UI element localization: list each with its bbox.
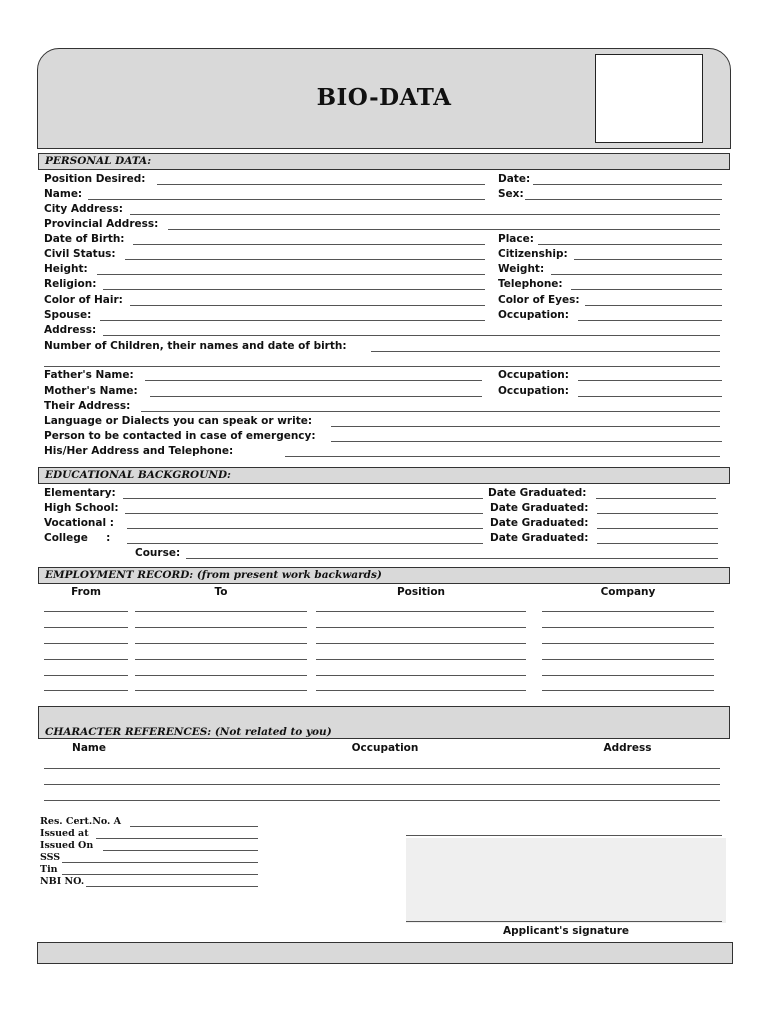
field-city-address[interactable] [130, 214, 720, 215]
employment-row-1-from[interactable] [44, 611, 128, 612]
references-col-name: Name [72, 742, 106, 754]
label-city-address: City Address: [44, 203, 123, 215]
label-high-school: High School: [44, 502, 119, 514]
label-father-occupation: Occupation: [498, 369, 569, 381]
label-sss: SSS [40, 852, 61, 863]
field-vocational-date-graduated[interactable] [597, 528, 718, 529]
employment-row-2-from[interactable] [44, 627, 128, 628]
employment-row-1-position[interactable] [316, 611, 526, 612]
label-vocational: Vocational : [44, 517, 114, 529]
employment-row-6-position[interactable] [316, 690, 526, 691]
section-character-references: CHARACTER REFERENCES: (Not related to you) [38, 706, 730, 739]
reference-line-1[interactable] [44, 768, 720, 769]
employment-row-1-company[interactable] [542, 611, 714, 612]
reference-line-3[interactable] [44, 800, 720, 801]
employment-col-position: Position [396, 586, 446, 598]
field-college[interactable] [127, 543, 483, 544]
field-religion[interactable] [103, 289, 485, 290]
field-height[interactable] [97, 274, 485, 275]
employment-row-6-company[interactable] [542, 690, 714, 691]
label-fathers-name: Father's Name: [44, 369, 134, 381]
field-father-occupation[interactable] [578, 380, 722, 381]
label-elementary: Elementary: [44, 487, 116, 499]
field-emergency-address[interactable] [285, 456, 720, 457]
label-position-desired: Position Desired: [44, 173, 146, 185]
field-name[interactable] [88, 199, 485, 200]
field-fathers-name[interactable] [145, 380, 482, 381]
employment-row-3-from[interactable] [44, 643, 128, 644]
label-name: Name: [44, 188, 83, 200]
label-date: Date: [498, 173, 531, 185]
field-tin[interactable] [62, 874, 258, 875]
label-place: Place: [498, 233, 534, 245]
field-children[interactable] [371, 351, 720, 352]
label-mother-occupation: Occupation: [498, 385, 569, 397]
label-telephone: Telephone: [498, 278, 563, 290]
signature-box[interactable] [406, 838, 726, 923]
field-spouse[interactable] [100, 320, 485, 321]
employment-row-3-position[interactable] [316, 643, 526, 644]
field-civil-status[interactable] [125, 259, 485, 260]
label-civil-status: Civil Status: [44, 248, 116, 260]
field-sex[interactable] [525, 199, 722, 200]
label-color-of-hair: Color of Hair: [44, 294, 123, 306]
employment-row-4-position[interactable] [316, 659, 526, 660]
label-nbi: NBI NO. [40, 876, 85, 887]
label-mothers-name: Mother's Name: [44, 385, 138, 397]
label-height: Height: [44, 263, 88, 275]
field-their-address[interactable] [141, 411, 720, 412]
label-citizenship: Citizenship: [498, 248, 568, 260]
reference-line-2[interactable] [44, 784, 720, 785]
field-emergency-contact[interactable] [331, 441, 722, 442]
footer-bar [37, 942, 733, 964]
field-date-of-birth[interactable] [133, 244, 485, 245]
employment-row-6-to[interactable] [135, 690, 307, 691]
label-language: Language or Dialects you can speak or write: [44, 415, 313, 427]
label-address: Address: [44, 324, 97, 336]
label-their-address: Their Address: [44, 400, 131, 412]
label-children: Number of Children, their names and date of birth: [44, 340, 347, 352]
section-employment-record: EMPLOYMENT RECORD: (from present work backwards) [38, 567, 730, 584]
field-provincial-address[interactable] [168, 229, 720, 230]
label-college: College : [44, 532, 111, 544]
employment-row-5-company[interactable] [542, 675, 714, 676]
label-sex: Sex: [498, 188, 524, 200]
label-occupation: Occupation: [498, 309, 569, 321]
employment-col-to: To [214, 586, 228, 598]
employment-row-6-from[interactable] [44, 690, 128, 691]
references-col-address: Address [603, 742, 652, 754]
field-weight[interactable] [551, 274, 722, 275]
field-occupation[interactable] [578, 320, 722, 321]
employment-row-2-company[interactable] [542, 627, 714, 628]
field-elementary-date-graduated[interactable] [596, 498, 716, 499]
field-college-date-graduated[interactable] [597, 543, 718, 544]
field-telephone[interactable] [571, 289, 722, 290]
field-sss[interactable] [62, 862, 258, 863]
employment-col-company: Company [600, 586, 656, 598]
employment-row-3-to[interactable] [135, 643, 307, 644]
field-language[interactable] [331, 426, 720, 427]
label-emergency-address: His/Her Address and Telephone: [44, 445, 234, 457]
employment-row-5-position[interactable] [316, 675, 526, 676]
signature-label: Applicant's signature [503, 925, 629, 937]
label-college-date-graduated: Date Graduated: [490, 532, 589, 544]
label-issued-on: Issued On [40, 840, 94, 851]
employment-row-2-position[interactable] [316, 627, 526, 628]
field-date[interactable] [533, 184, 722, 185]
field-citizenship[interactable] [574, 259, 722, 260]
employment-row-1-to[interactable] [135, 611, 307, 612]
label-date-of-birth: Date of Birth: [44, 233, 125, 245]
label-spouse: Spouse: [44, 309, 92, 321]
field-children-continued[interactable] [44, 366, 720, 367]
label-issued-at: Issued at [40, 828, 89, 839]
employment-row-4-company[interactable] [542, 659, 714, 660]
field-vocational[interactable] [127, 528, 483, 529]
field-high-school[interactable] [125, 513, 483, 514]
field-place[interactable] [538, 244, 722, 245]
section-personal-data: PERSONAL DATA: [38, 153, 730, 170]
field-position-desired[interactable] [157, 184, 485, 185]
section-educational-background: EDUCATIONAL BACKGROUND: [38, 467, 730, 484]
label-high-school-date-graduated: Date Graduated: [490, 502, 589, 514]
field-elementary[interactable] [123, 498, 483, 499]
label-religion: Religion: [44, 278, 97, 290]
field-issued-on[interactable] [103, 850, 258, 851]
label-weight: Weight: [498, 263, 545, 275]
employment-row-5-from[interactable] [44, 675, 128, 676]
signature-top-line [406, 835, 722, 836]
label-emergency-contact: Person to be contacted in case of emergency: [44, 430, 316, 442]
employment-row-2-to[interactable] [135, 627, 307, 628]
label-vocational-date-graduated: Date Graduated: [490, 517, 589, 529]
label-elementary-date-graduated: Date Graduated: [488, 487, 587, 499]
employment-row-5-to[interactable] [135, 675, 307, 676]
label-color-of-eyes: Color of Eyes: [498, 294, 580, 306]
page-title: BIO-DATA [316, 84, 452, 111]
label-res-cert: Res. Cert.No. A [40, 816, 122, 827]
field-res-cert[interactable] [130, 826, 258, 827]
field-address[interactable] [103, 335, 720, 336]
signature-line [406, 921, 722, 922]
employment-row-4-from[interactable] [44, 659, 128, 660]
field-color-of-eyes[interactable] [585, 305, 722, 306]
label-tin: Tin [40, 864, 58, 875]
field-mother-occupation[interactable] [578, 396, 722, 397]
field-mothers-name[interactable] [150, 396, 482, 397]
field-color-of-hair[interactable] [130, 305, 485, 306]
field-nbi[interactable] [86, 886, 258, 887]
field-course[interactable] [186, 558, 718, 559]
references-col-occupation: Occupation [351, 742, 419, 754]
employment-col-from: From [71, 586, 101, 598]
photo-box[interactable] [595, 54, 703, 143]
label-provincial-address: Provincial Address: [44, 218, 159, 230]
employment-row-3-company[interactable] [542, 643, 714, 644]
field-high-school-date-graduated[interactable] [597, 513, 718, 514]
employment-row-4-to[interactable] [135, 659, 307, 660]
field-issued-at[interactable] [96, 838, 258, 839]
label-course: Course: [135, 547, 181, 559]
